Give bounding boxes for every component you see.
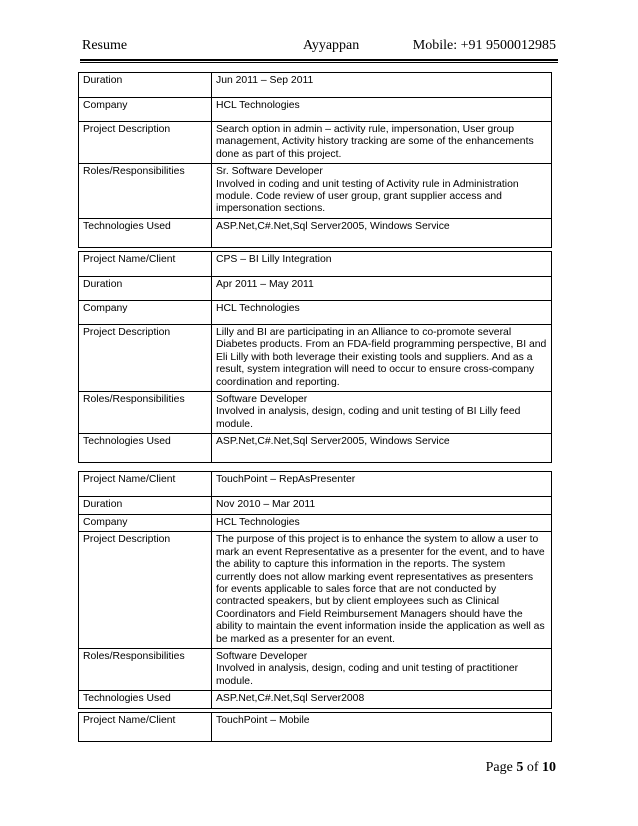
table-row bbox=[79, 218, 552, 247]
row-value: ASP.Net,C#.Net,Sql Server2005, Windows Service bbox=[212, 434, 552, 463]
role-title: Software Developer bbox=[216, 394, 308, 406]
project-table-4 bbox=[78, 712, 552, 742]
row-label: Project Name/Client bbox=[79, 713, 212, 742]
row-label: Technologies Used bbox=[79, 434, 212, 463]
row-label: Project Description bbox=[79, 532, 212, 649]
row-label: Technologies Used bbox=[79, 218, 212, 247]
row-value bbox=[212, 392, 552, 434]
table-row bbox=[79, 98, 552, 122]
row-value: Apr 2011 – May 2011 bbox=[212, 277, 552, 301]
project-table-3 bbox=[78, 471, 552, 709]
row-label: Company bbox=[79, 515, 212, 532]
row-value: HCL Technologies bbox=[212, 98, 552, 122]
row-value: The purpose of this project is to enhance the system to allow a user to mark an event Representative as a presenter for the event, and to have the ability to capture this information in the reports. The system currently does not allow marking event representatives as presenters for events applicable to sales force that are not conducted by contracted speakers, but by client employees such as Clinical Coordinators and Field Reimbursement Managers should have the ability to maintain the event information inside the application as well as be marked as a presenter for an event. bbox=[212, 532, 552, 649]
row-label: Project Description bbox=[79, 325, 212, 392]
row-label: Company bbox=[79, 301, 212, 325]
row-value: Lilly and BI are participating in an Alliance to co-promote several Diabetes products. From an FDA-field programming perspective, BI and Eli Lilly with both leverage their existing tools and suppliers. And as a result, system integration will need to occur to ensure cross-company coordination and reporting. bbox=[212, 325, 552, 392]
table-row bbox=[79, 472, 552, 497]
table-row bbox=[79, 515, 552, 532]
row-value bbox=[212, 164, 552, 219]
row-value: ASP.Net,C#.Net,Sql Server2008 bbox=[212, 691, 552, 708]
row-value: HCL Technologies bbox=[212, 515, 552, 532]
table-row bbox=[79, 277, 552, 301]
row-label: Roles/Responsibilities bbox=[79, 649, 212, 691]
table-row bbox=[79, 164, 552, 219]
project-table-2 bbox=[78, 251, 552, 463]
role-detail: Involved in analysis, design, coding and unit testing of BI Lilly feed module. bbox=[216, 406, 521, 430]
row-label: Company bbox=[79, 98, 212, 122]
role-detail: Involved in coding and unit testing of Activity rule in Administration module. Code review of user group, grant supplier access and impersonation sections. bbox=[216, 178, 519, 215]
table-row bbox=[79, 434, 552, 463]
row-value: HCL Technologies bbox=[212, 301, 552, 325]
page-total: 10 bbox=[542, 760, 556, 775]
table-row bbox=[79, 325, 552, 392]
header-mobile: Mobile: +91 9500012985 bbox=[412, 38, 556, 53]
project-table-1 bbox=[78, 72, 552, 248]
page-footer bbox=[486, 760, 556, 776]
table-row bbox=[79, 392, 552, 434]
row-value: Search option in admin – activity rule, impersonation, User group management, Activity history tracking are some of the enhancements done as part of this project. bbox=[212, 122, 552, 164]
page-header bbox=[82, 38, 556, 58]
row-label: Duration bbox=[79, 277, 212, 301]
header-rule-thin bbox=[80, 62, 558, 63]
header-rule bbox=[80, 59, 558, 61]
page-prefix: Page bbox=[485, 760, 517, 775]
row-label: Project Name/Client bbox=[79, 252, 212, 277]
row-label: Project Description bbox=[79, 122, 212, 164]
row-label: Duration bbox=[79, 497, 212, 515]
row-label: Project Name/Client bbox=[79, 472, 212, 497]
row-label: Duration bbox=[79, 73, 212, 98]
table-row bbox=[79, 122, 552, 164]
row-label: Technologies Used bbox=[79, 691, 212, 708]
row-value bbox=[212, 649, 552, 691]
table-row bbox=[79, 532, 552, 649]
table-row bbox=[79, 691, 552, 708]
row-value: Nov 2010 – Mar 2011 bbox=[212, 497, 552, 515]
table-row bbox=[79, 252, 552, 277]
table-row bbox=[79, 301, 552, 325]
header-name: Ayyappan bbox=[303, 38, 360, 53]
role-detail: Involved in analysis, design, coding and unit testing of practitioner module. bbox=[216, 663, 519, 687]
row-label: Roles/Responsibilities bbox=[79, 164, 212, 219]
role-title: Software Developer bbox=[216, 651, 308, 663]
row-label: Roles/Responsibilities bbox=[79, 392, 212, 434]
row-value: ASP.Net,C#.Net,Sql Server2005, Windows Service bbox=[212, 218, 552, 247]
row-value: CPS – BI Lilly Integration bbox=[212, 252, 552, 277]
row-value: TouchPoint – Mobile bbox=[212, 713, 552, 742]
row-value: Jun 2011 – Sep 2011 bbox=[212, 73, 552, 98]
row-value: TouchPoint – RepAsPresenter bbox=[212, 472, 552, 497]
table-row bbox=[79, 713, 552, 742]
page-sep: of bbox=[523, 760, 542, 775]
page-current: 5 bbox=[516, 760, 524, 775]
role-title: Sr. Software Developer bbox=[216, 166, 323, 178]
header-resume: Resume bbox=[82, 38, 128, 53]
table-row bbox=[79, 73, 552, 98]
table-row bbox=[79, 497, 552, 515]
table-row bbox=[79, 649, 552, 691]
